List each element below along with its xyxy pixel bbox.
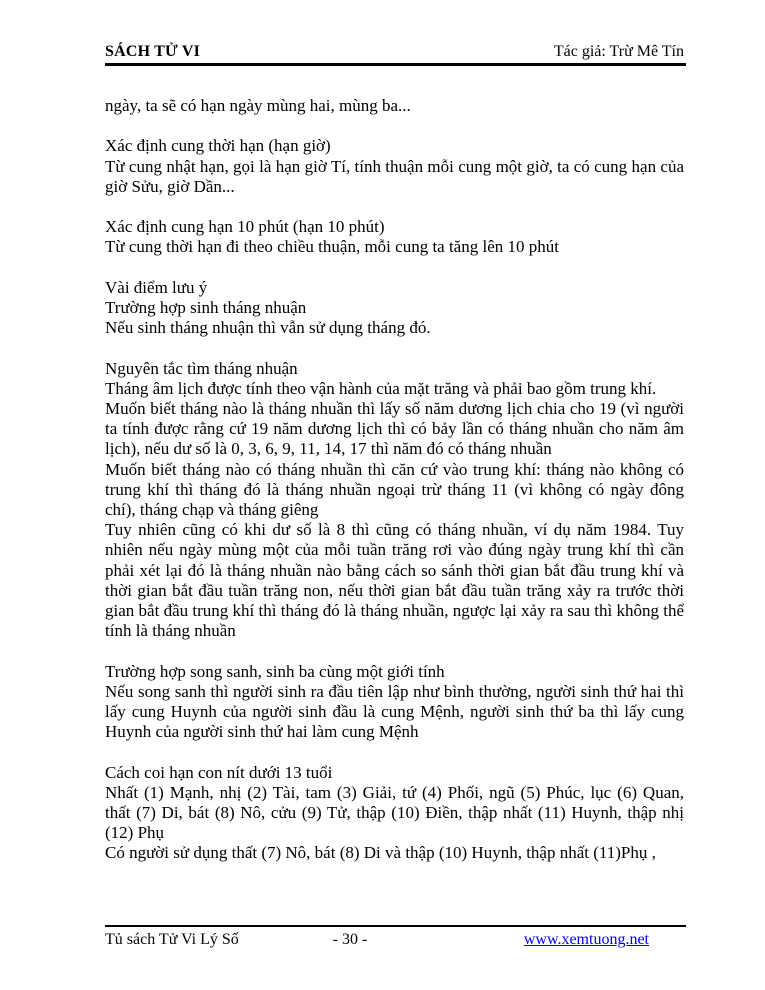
text-line: Muốn biết tháng nào có tháng nhuần thì căn cứ vào trung khí: tháng nào không có trung khí thì tháng đó là tháng nhuần ngoại trừ tháng 11 (vì không có ngày đông chí), tháng chạp và tháng giêng xyxy=(105,459,684,519)
paragraph xyxy=(105,217,684,257)
header-book-title: SÁCH TỬ VI xyxy=(105,43,201,60)
text-line: Xác định cung thời hạn (hạn giờ) xyxy=(105,136,331,156)
text-line: Từ cung thời hạn đi theo chiều thuận, mỗi cung ta tăng lên 10 phút xyxy=(105,237,559,257)
paragraph xyxy=(105,278,684,339)
page-body xyxy=(105,96,684,864)
text-line: Nhất (1) Mạnh, nhị (2) Tài, tam (3) Giải, tứ (4) Phối, ngũ (5) Phúc, lục (6) Quan, thất (7) Di, bát (8) Nô, cửu (9) Tử, thập (10) Điền, thập nhất (11) Huynh, thập nhị (12) Phụ xyxy=(105,782,684,843)
page-header xyxy=(105,42,684,62)
text-line: Có người sử dụng thất (7) Nô, bát (8) Di và thập (10) Huynh, thập nhất (11)Phụ , xyxy=(105,843,656,863)
text-line: Từ cung nhật hạn, gọi là hạn giờ Tí, tính thuận mỗi cung một giờ, ta có cung hạn của giờ Sửu, giờ Dần... xyxy=(105,156,684,196)
footer-series-title: Tủ sách Tử Vi Lý Số xyxy=(105,931,239,948)
footer-page-number: - 30 - xyxy=(332,931,368,948)
text-line: Trường hợp song sanh, sinh ba cùng một giới tính xyxy=(105,661,445,681)
paragraph xyxy=(105,662,684,743)
text-line: Cách coi hạn con nít dưới 13 tuổi xyxy=(105,762,333,782)
text-line: Trường hợp sinh tháng nhuận xyxy=(105,297,307,317)
header-author: Tác giả: Trừ Mê Tín xyxy=(553,43,684,60)
footer-divider xyxy=(105,925,686,927)
paragraph xyxy=(105,763,684,864)
text-line: Tháng âm lịch được tính theo vận hành của mặt trăng và phải bao gồm trung khí. xyxy=(105,378,657,398)
text-line: ngày, ta sẽ có hạn ngày mùng hai, mùng ba... xyxy=(105,96,411,115)
text-line: Nguyên tắc tìm tháng nhuận xyxy=(105,358,298,378)
text-line: Nếu song sanh thì người sinh ra đầu tiên lập như bình thường, người sinh thứ hai thì lấy cung Huynh của người sinh đầu là cung Mệnh, người sinh thứ ba thì lấy cung Huynh của người sinh thứ hai làm cung Mệnh xyxy=(105,681,684,742)
footer-website-link[interactable]: www.xemtuong.net xyxy=(523,931,649,948)
paragraph xyxy=(105,136,684,197)
paragraph xyxy=(105,96,684,116)
header-divider xyxy=(105,63,686,66)
text-line: Nếu sinh tháng nhuận thì vẫn sử dụng tháng đó. xyxy=(105,318,431,338)
text-line: Muốn biết tháng nào là tháng nhuần thì lấy số năm dương lịch chia cho 19 (vì người ta tính được rằng cứ 19 năm dương lịch thì có bảy lần có tháng nhuần cho năm âm lịch), nếu dư số là 0, 3, 6, 9, 11, 14, 17 thì năm đó có tháng nhuần xyxy=(105,398,684,459)
text-line: Vài điểm lưu ý xyxy=(105,277,208,297)
text-line: Xác định cung hạn 10 phút (hạn 10 phút) xyxy=(105,217,385,237)
paragraph xyxy=(105,359,684,642)
text-line: Tuy nhiên cũng có khi dư số là 8 thì cũng có tháng nhuần, ví dụ năm 1984. Tuy nhiên nếu ngày mùng một của mỗi tuần trăng rơi vào đúng ngày trung khí thì cần phải xét lại đó là tháng nhuần nào bằng cách so sánh thời gian bắt đầu trung khí và thời gian bắt đầu tuần trăng non, nếu thời gian bắt đầu tuần trăng xảy ra trước thời gian bắt đầu trung khí thì tháng đó là tháng nhuần, ngược lại xảy ra sau thì không thể tính là tháng nhuần xyxy=(105,520,684,641)
